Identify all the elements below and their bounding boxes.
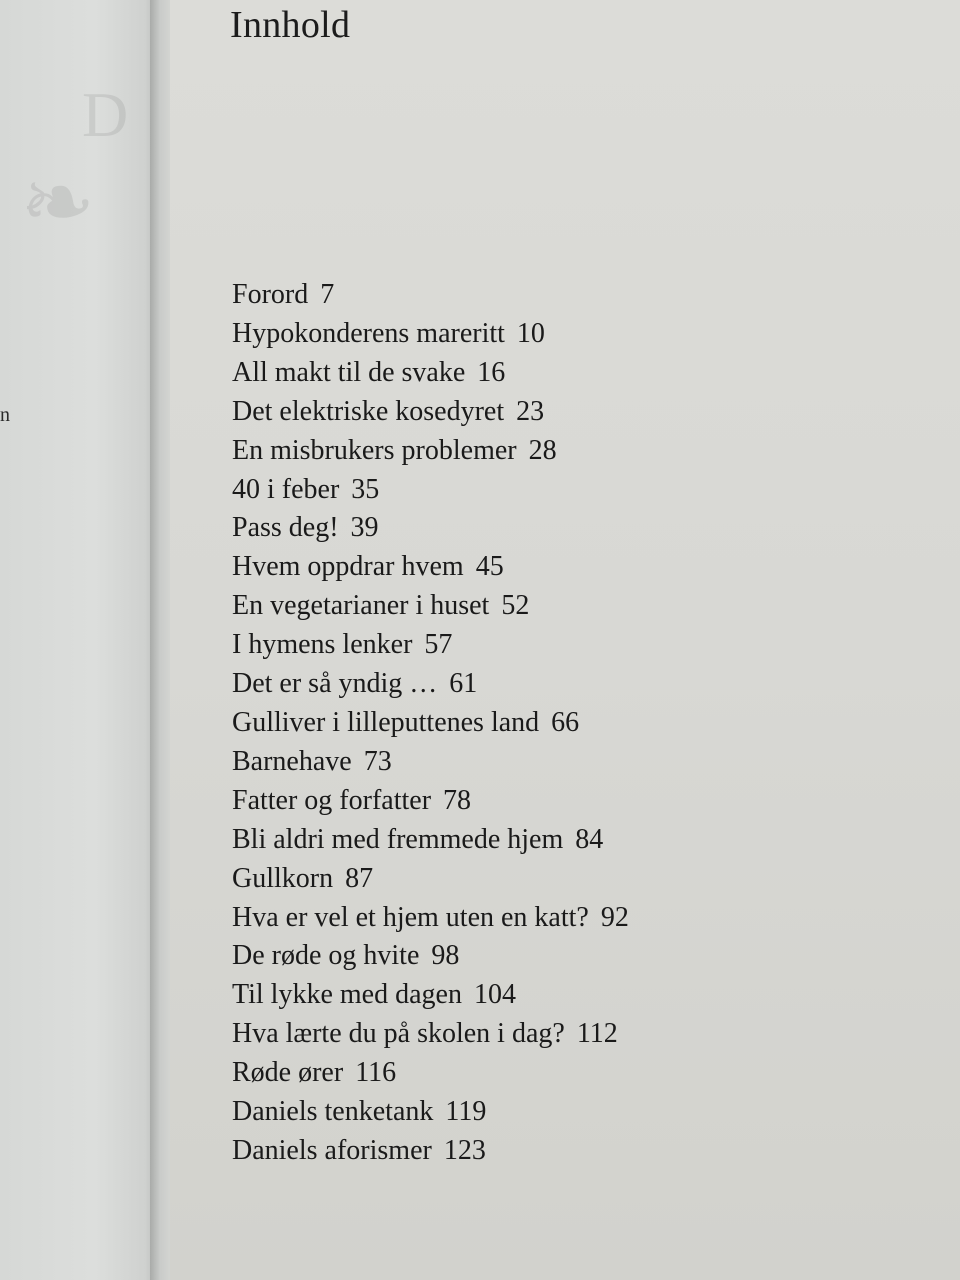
toc-entry-page-number: 98 (431, 940, 460, 972)
toc-entry (232, 899, 629, 938)
toc-entry-page-number: 112 (576, 1018, 618, 1050)
toc-entry (232, 743, 629, 782)
toc-entry-title: Daniels aforismer (232, 1134, 432, 1166)
toc-entry (232, 937, 629, 976)
toc-entry-title: Fatter og forfatter (232, 784, 432, 816)
left-page (0, 0, 158, 1280)
bleed-through-ornament: ❧ (20, 154, 96, 253)
toc-entry (232, 432, 629, 471)
toc-entry-title: Hvem oppdrar hvem (232, 551, 464, 583)
toc-entry-page-number: 28 (528, 434, 557, 466)
toc-entry-page-number: 84 (575, 823, 604, 855)
toc-entry (232, 1132, 629, 1171)
right-page (170, 0, 960, 1280)
toc-entry-page-number: 61 (449, 668, 478, 700)
toc-entry-page-number: 10 (516, 317, 545, 349)
toc-entry-title: Det er så yndig … (232, 668, 438, 700)
toc-entry-title: Bli aldri med fremmede hjem (232, 823, 564, 855)
toc-entry (232, 782, 629, 821)
toc-entry (232, 1093, 629, 1132)
toc-entry-page-number: 39 (350, 512, 379, 544)
page-title: Innhold (230, 4, 351, 46)
toc-entry-page-number: 78 (443, 784, 472, 816)
toc-entry-title: En vegetarianer i huset (232, 590, 490, 622)
toc-entry (232, 354, 629, 393)
toc-entry (232, 1054, 629, 1093)
toc-entry-page-number: 119 (445, 1096, 487, 1128)
toc-entry-page-number: 73 (363, 745, 392, 777)
toc-entry-title: Barnehave (232, 745, 352, 777)
toc-entry-page-number: 116 (355, 1057, 397, 1089)
toc-entry (232, 665, 629, 704)
toc-entry-title: Gullkorn (232, 862, 334, 894)
toc-entry-page-number: 35 (351, 473, 380, 505)
toc-entry (232, 976, 629, 1015)
toc-entry-title: 40 i feber (232, 473, 340, 505)
toc-entry-page-number: 57 (424, 629, 453, 661)
toc-entry-page-number: 92 (600, 901, 629, 933)
toc-entry (232, 509, 629, 548)
toc-entry-title: Hypokonderens mareritt (232, 317, 505, 349)
toc-entry-page-number: 52 (501, 590, 530, 622)
toc-entry (232, 860, 629, 899)
toc-entry (232, 587, 629, 626)
toc-entry (232, 821, 629, 860)
toc-entry-title: Hva lærte du på skolen i dag? (232, 1018, 565, 1050)
toc-entry-title: Hva er vel et hjem uten en katt? (232, 901, 589, 933)
toc-entry (232, 1015, 629, 1054)
toc-entry-page-number: 23 (516, 395, 545, 427)
toc-entry-title: Forord (232, 279, 309, 310)
toc-entry-title: Gulliver i lilleputtenes land (232, 706, 540, 738)
toc-entry-title: Røde ører (232, 1057, 344, 1089)
toc-entry (232, 548, 629, 587)
table-of-contents (232, 276, 629, 1171)
toc-entry-title: De røde og hvite (232, 940, 420, 972)
toc-entry-page-number: 123 (443, 1134, 486, 1166)
toc-entry-title: Det elektriske kosedyret (232, 395, 505, 427)
book-gutter (150, 0, 172, 1280)
toc-entry-page-number: 104 (473, 979, 516, 1011)
toc-entry (232, 315, 629, 354)
toc-entry-title: I hymens lenker (232, 629, 413, 661)
toc-entry (232, 471, 629, 510)
toc-entry (232, 626, 629, 665)
left-page-edge-text: n (0, 404, 10, 426)
toc-entry-page-number: 16 (477, 356, 506, 388)
toc-entry-title: Til lykke med dagen (232, 979, 462, 1011)
bleed-through-glyph: D (82, 79, 129, 150)
toc-entry-page-number: 7 (320, 279, 335, 310)
toc-entry-page-number: 66 (551, 706, 580, 738)
toc-entry-title: En misbrukers problemer (232, 434, 517, 466)
toc-entry (232, 393, 629, 432)
toc-entry-title: All makt til de svake (232, 356, 466, 388)
toc-entry-page-number: 45 (475, 551, 504, 583)
toc-entry (232, 276, 629, 315)
toc-entry (232, 704, 629, 743)
toc-entry-title: Pass deg! (232, 512, 339, 544)
toc-entry-page-number: 87 (345, 862, 374, 894)
toc-entry-title: Daniels tenketank (232, 1096, 434, 1128)
